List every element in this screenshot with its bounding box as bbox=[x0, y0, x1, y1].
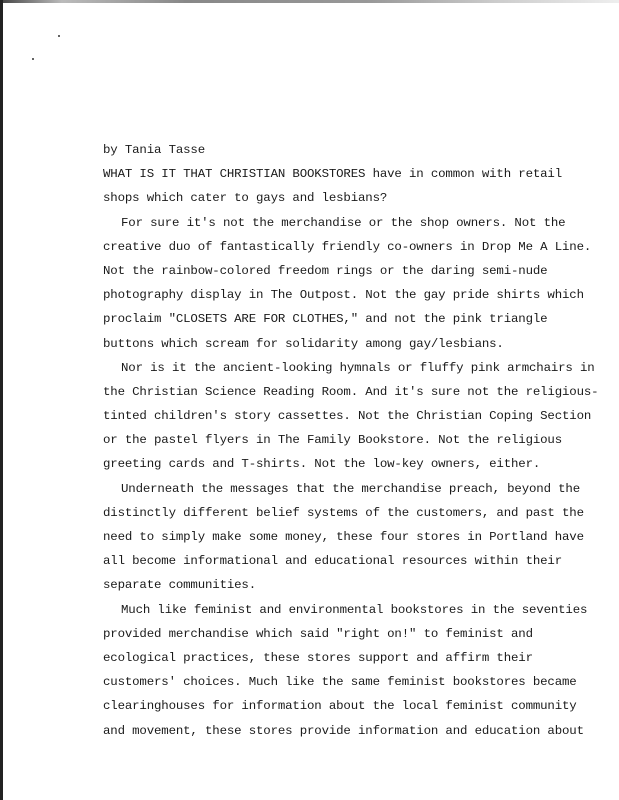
scan-top-edge bbox=[0, 0, 619, 3]
text-line: provided merchandise which said "right on!" to feminist and bbox=[103, 626, 533, 641]
byline: by Tania Tasse bbox=[103, 143, 205, 157]
text-line: need to simply make some money, these four stores in Portland have bbox=[103, 530, 584, 544]
text-line: clearinghouses for information about the local feminist community bbox=[103, 699, 577, 714]
text-line: buttons which scream for solidarity among gay/lesbians. bbox=[103, 336, 504, 351]
text-line: or the pastel flyers in The Family Bookstore. Not the religious bbox=[103, 433, 562, 448]
text-line: the Christian Science Reading Room. And it's sure not the religious- bbox=[103, 384, 599, 399]
paragraph bbox=[103, 162, 562, 210]
text-line: ecological practices, these stores support and affirm their bbox=[103, 650, 533, 665]
document-body bbox=[103, 138, 599, 743]
text-line: Not the rainbow-colored freedom rings or the daring semi-nude bbox=[103, 263, 548, 278]
text-line: Much like feminist and environmental bookstores in the seventies bbox=[121, 602, 588, 617]
text-line: customers' choices. Much like the same feminist bookstores became bbox=[103, 675, 577, 690]
paragraph bbox=[103, 211, 592, 356]
paragraphs bbox=[103, 162, 599, 743]
text-line: distinctly different belief systems of the customers, and past the bbox=[103, 505, 584, 520]
paragraph bbox=[103, 598, 588, 743]
text-line: separate communities. bbox=[103, 578, 256, 593]
text-line: and movement, these stores provide information and education about bbox=[103, 723, 584, 738]
paragraph bbox=[103, 356, 599, 477]
text-line: tinted children's story cassettes. Not the Christian Coping Section bbox=[103, 409, 592, 424]
paragraph bbox=[103, 477, 584, 598]
text-line: greeting cards and T-shirts. Not the low-key owners, either. bbox=[103, 457, 541, 472]
text-line: proclaim "CLOSETS ARE FOR CLOTHES," and not the pink triangle bbox=[103, 312, 548, 327]
text-line: Underneath the messages that the merchandise preach, beyond the bbox=[121, 481, 580, 496]
scan-left-edge bbox=[0, 0, 3, 800]
text-line: all become informational and educational resources within their bbox=[103, 554, 562, 569]
scan-speck bbox=[32, 58, 34, 60]
text-line: Nor is it the ancient-looking hymnals or fluffy pink armchairs in bbox=[121, 360, 595, 375]
text-line: creative duo of fantastically friendly co-owners in Drop Me A Line. bbox=[103, 239, 592, 254]
text-line: For sure it's not the merchandise or the shop owners. Not the bbox=[121, 215, 566, 230]
scan-speck bbox=[58, 35, 60, 37]
text-line: photography display in The Outpost. Not the gay pride shirts which bbox=[103, 288, 584, 303]
text-line: shops which cater to gays and lesbians? bbox=[103, 191, 388, 206]
text-line: WHAT IS IT THAT CHRISTIAN BOOKSTORES have in common with retail bbox=[103, 167, 562, 182]
